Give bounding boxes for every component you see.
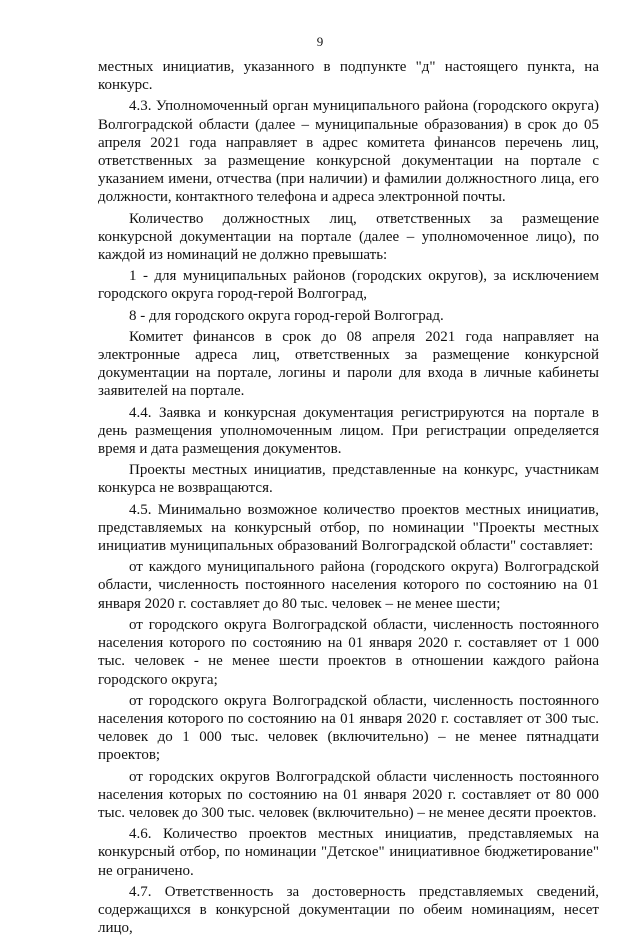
document-body (98, 58, 599, 937)
paragraph-4-7: 4.7. Ответственность за достоверность представляемых сведений, содержащихся в конкурсной документации по обеим номинациям, несет лицо, (98, 883, 599, 937)
paragraph-okrug-300: от городского округа Волгоградской области, численность постоянного населения которого по состоянию на 01 января 2020 г. составляет от 300 тыс. человек до 1 000 тыс. человек (включительно) – не менее пятнадцати проектов; (98, 692, 599, 764)
paragraph-district: от каждого муниципального района (городского округа) Волгоградской области, численность постоянного населения которого по состоянию на 01 января 2020 г. составляет до 80 тыс. человек – не менее шести; (98, 559, 599, 612)
paragraph-4-3: 4.3. Уполномоченный орган муниципального района (городского округа) Волгоградской области (далее – муниципальные образования) в срок до 05 апреля 2021 года направляет в адрес комитета финансов перечень лиц, ответственных за размещение конкурсной документации на портале с указанием имени, отчества (при наличии) и фамилии должностного лица, его должности, контактного телефона и адреса электронной почты. (98, 98, 599, 206)
paragraph-4-4: 4.4. Заявка и конкурсная документация регистрируются на портале в день размещения уполномоченным лицом. При регистрации определяется время и дата размещения документов. (98, 404, 599, 458)
paragraph-okrug-1000: от городского округа Волгоградской области, численность постоянного населения которого по состоянию на 01 января 2020 г. составляет от 1 000 тыс. человек - не менее шести проектов в отношении каждого района городского округа; (98, 616, 599, 688)
paragraph-committee: Комитет финансов в срок до 08 апреля 2021 года направляет на электронные адреса лиц, ответственных за размещение конкурсной документации на портале, логины и пароли для входа в личные кабинеты заявителей на портале. (98, 328, 599, 400)
paragraph-limit-1: 1 - для муниципальных районов (городских округов), за исключением городского округа город-герой Волгоград, (98, 268, 599, 303)
paragraph-officials-count: Количество должностных лиц, ответственных за размещение конкурсной документации на портале (далее – уполномоченное лицо), по каждой из номинаций не должно превышать: (98, 210, 599, 264)
paragraph-4-5: 4.5. Минимально возможное количество проектов местных инициатив, представляемых на конкурсный отбор, по номинации "Проекты местных инициатив муниципальных образований Волгоградской области" составляет: (98, 501, 599, 555)
paragraph-not-returned: Проекты местных инициатив, представленные на конкурс, участникам конкурса не возвращаются. (98, 462, 599, 497)
paragraph-limit-8: 8 - для городского округа город-герой Волгоград. (129, 307, 444, 324)
page-number: 9 (316, 34, 324, 49)
paragraph-okrug-80: от городских округов Волгоградской области численность постоянного населения которых по состоянию на 01 января 2020 г. составляет от 80 000 тыс. человек до 300 тыс. человек (включительно) – не менее десяти проектов. (98, 768, 599, 821)
paragraph-4-6: 4.6. Количество проектов местных инициатив, представляемых на конкурсный отбор, по номинации "Детское" инициативное бюджетирование" не ограничено. (98, 826, 599, 879)
paragraph-continuation: местных инициатив, указанного в подпункте "д" настоящего пункта, на конкурс. (98, 59, 599, 94)
